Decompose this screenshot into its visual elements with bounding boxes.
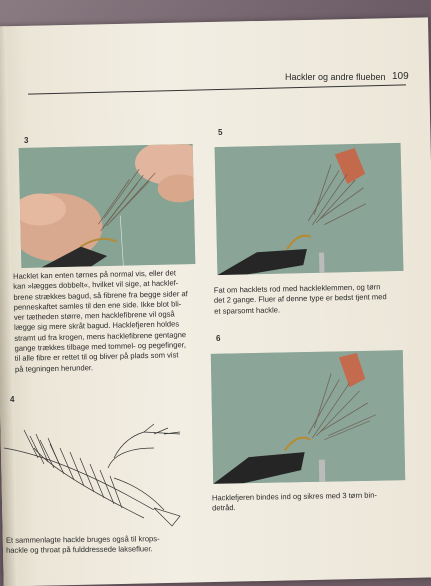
caption-line: ver tætheden større, men hacklefibrene vil også bbox=[13, 309, 175, 323]
running-header-title: Hackler og andre flueben bbox=[285, 72, 386, 82]
hackle-drawing-art bbox=[4, 418, 194, 528]
caption-line: til alle fibre er rettet til og bliver på plads som vist bbox=[14, 350, 179, 364]
caption-line: det 2 gange. Fluer af denne type er bedst tjent med bbox=[213, 292, 387, 306]
figure-5-photo bbox=[215, 143, 404, 275]
figure-3-photo-art bbox=[19, 144, 196, 268]
figure-4-number: 4 bbox=[10, 395, 15, 404]
caption-line: et sparsomt hackle. bbox=[214, 305, 281, 316]
figure-5-photo-art bbox=[215, 143, 404, 275]
caption-line: gange trækkes tilbage med tommel- og pegefinger, bbox=[14, 340, 186, 353]
page-number: 109 bbox=[392, 71, 409, 82]
figure-3-caption bbox=[13, 268, 189, 375]
caption-line: Hacklet kan enten tørnes på normal vis, eller det bbox=[12, 268, 177, 281]
caption-line: lægge sig mere skråt bagud. Hacklefjeren holdes bbox=[14, 319, 180, 333]
caption-line: Et sammenlagte hackle bruges også til krops- bbox=[5, 534, 160, 545]
figure-4-caption bbox=[6, 534, 160, 556]
caption-line: detråd. bbox=[212, 503, 236, 513]
caption-line: på tegningen herunder. bbox=[14, 362, 94, 374]
figure-6-photo-art bbox=[211, 350, 405, 484]
caption-line: Fat om hacklets rod med hackleklemmen, og tørn bbox=[213, 282, 381, 295]
caption-line: kan »lægges dobbelt«, hvilket vil sige, at hacklef- bbox=[13, 278, 179, 292]
figure-3-number: 3 bbox=[24, 136, 29, 145]
figure-4-drawing bbox=[4, 418, 194, 528]
caption-line: brene strækkes bagud, så fibrene fra begge sider af bbox=[13, 288, 188, 302]
figure-5-caption bbox=[214, 282, 387, 317]
caption-line: penneskaftet samles til den ene side. Ikke blot bli- bbox=[13, 299, 182, 312]
figure-6-caption bbox=[212, 491, 377, 514]
caption-line: stramt ud fra krogen, mens hacklefibrene gentagne bbox=[14, 330, 187, 343]
figure-6-number: 6 bbox=[216, 334, 221, 343]
figure-3-photo bbox=[19, 144, 196, 268]
figure-6-photo bbox=[211, 350, 405, 484]
figure-5-number: 5 bbox=[218, 128, 223, 137]
caption-line: hackle og throat på fulddressede laksefluer. bbox=[6, 544, 153, 556]
caption-line: Hacklefjeren bindes ind og sikres med 3 tørn bin- bbox=[211, 490, 377, 503]
